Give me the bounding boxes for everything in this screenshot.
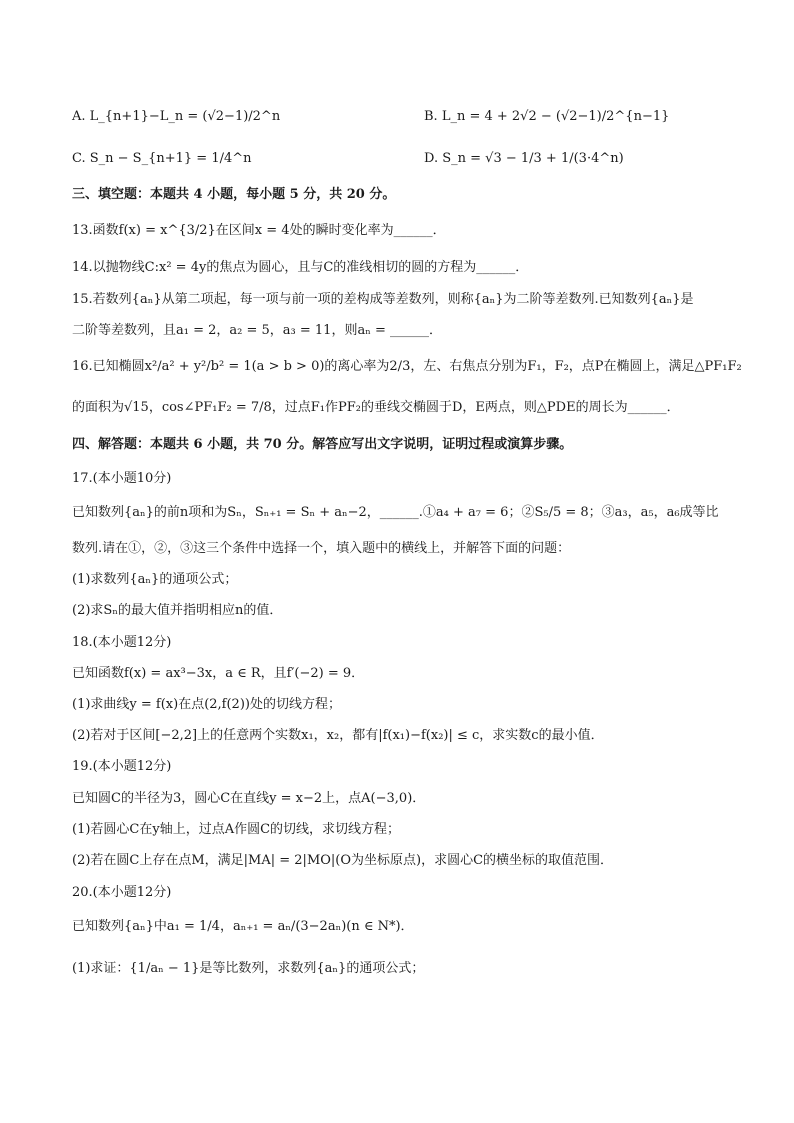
answer-options-row-1 [72, 108, 732, 126]
question-20-header: 20.(本小题12分) [72, 885, 172, 900]
option-c: C. S_n − S_{n+1} = 1/4^n [72, 151, 252, 166]
question-17-line-2: 数列.请在①，②，③这三个条件中选择一个，填入题中的横线上，并解答下面的问题： [72, 541, 571, 556]
question-14: 14.以抛物线C:x² = 4y的焦点为圆心，且与C的准线相切的圆的方程为______． [72, 260, 529, 275]
option-a: A. L_{n+1}−L_n = (√2−1)/2^n [72, 109, 281, 124]
question-19-header: 19.(本小题12分) [72, 759, 172, 774]
section-heading-fill-in: 三、填空题：本题共 4 小题，每小题 5 分，共 20 分。 [72, 187, 396, 202]
question-18-line-1: 已知函数f(x) = ax³−3x，a ∈ R，且f′(−2) = 9． [72, 666, 365, 681]
question-18-part-1: (1)求曲线y = f(x)在点(2,f(2))处的切线方程； [72, 697, 341, 712]
question-18-header: 18.(本小题12分) [72, 635, 172, 650]
question-17-line-1: 已知数列{aₙ}的前n项和为Sₙ，Sₙ₊₁ = Sₙ + aₙ−2，______.①a₄ + a₇ = 6；②S₅/5 = 8；③a₃，a₅，a₆成等比 [72, 505, 719, 520]
answer-options-row-2 [72, 150, 732, 168]
section-heading-solve: 四、解答题：本题共 6 小题，共 70 分。解答应写出文字说明，证明过程或演算步骤。 [72, 437, 573, 452]
question-20-line-1: 已知数列{aₙ}中a₁ = 1/4，aₙ₊₁ = aₙ/(3−2aₙ)(n ∈ N*)． [72, 919, 414, 934]
question-17-part-1: (1)求数列{aₙ}的通项公式； [72, 572, 238, 587]
question-16-line-2: 的面积为√15，cos∠PF₁F₂ = 7/8，过点F₁作PF₂的垂线交椭圆于D，E两点，则△PDE的周长为______． [72, 400, 680, 415]
question-18-part-2: (2)若对于区间[−2,2]上的任意两个实数x₁，x₂，都有|f(x₁)−f(x₂)| ≤ c，求实数c的最小值． [72, 728, 604, 743]
question-19-part-2: (2)若在圆C上存在点M，满足|MA| = 2|MO|(O为坐标原点)，求圆心C的横坐标的取值范围． [72, 853, 614, 868]
option-b: B. L_n = 4 + 2√2 − (√2−1)/2^{n−1} [424, 109, 670, 124]
question-19-part-1: (1)若圆心C在y轴上，过点A作圆C的切线，求切线方程； [72, 822, 401, 837]
question-15-line-2: 二阶等差数列，且a₁ = 2，a₂ = 5，a₃ = 11，则aₙ = ______． [72, 323, 442, 338]
question-16-line-1: 16.已知椭圆x²/a² + y²/b² = 1(a > b > 0)的离心率为2/3，左、右焦点分别为F₁，F₂，点P在椭圆上，满足△PF₁F₂ [72, 359, 742, 374]
question-13: 13.函数f(x) = x^{3/2}在区间x = 4处的瞬时变化率为______． [72, 223, 446, 238]
question-20-part-1: (1)求证：{1/aₙ − 1}是等比数列，求数列{aₙ}的通项公式； [72, 961, 425, 976]
question-17-part-2: (2)求Sₙ的最大值并指明相应n的值． [72, 603, 283, 618]
question-19-line-1: 已知圆C的半径为3，圆心C在直线y = x−2上，点A(−3,0)． [72, 791, 426, 806]
question-15-line-1: 15.若数列{aₙ}从第二项起，每一项与前一项的差构成等差数列，则称{aₙ}为二阶等差数列.已知数列{aₙ}是 [72, 292, 694, 307]
question-17-header: 17.(本小题10分) [72, 471, 172, 486]
option-d: D. S_n = √3 − 1/3 + 1/(3·4^n) [424, 151, 624, 166]
